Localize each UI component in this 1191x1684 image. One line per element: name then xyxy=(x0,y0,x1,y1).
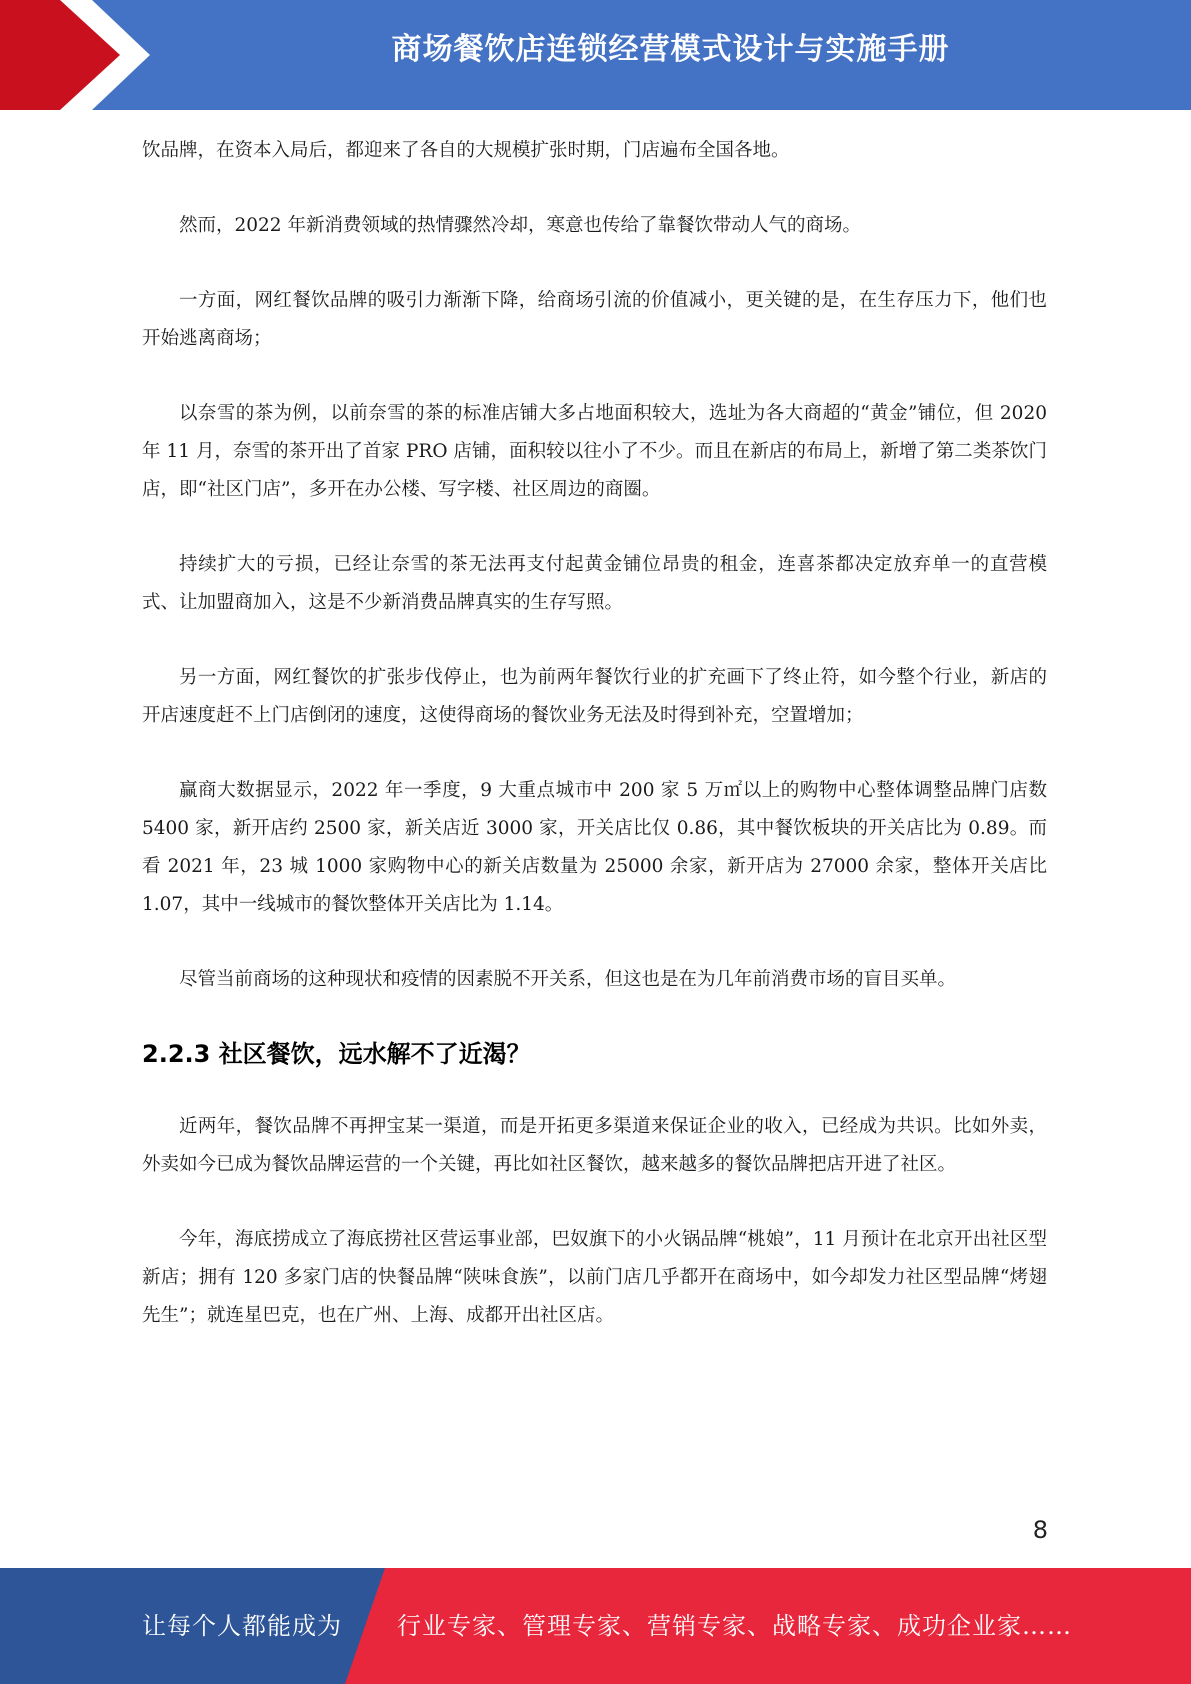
chevron-arrow-icon xyxy=(0,0,150,110)
page-number: 8 xyxy=(1032,1516,1048,1544)
page-footer xyxy=(0,1568,1191,1684)
footer-slogan-left: 让每个人都能成为 xyxy=(142,1612,342,1640)
paragraph: 赢商大数据显示，2022 年一季度，9 大重点城市中 200 家 5 万㎡以上的购物中心整体调整品牌门店数 5400 家，新开店约 2500 家，新关店近 3000 家，开关店比仅 0.86，其中餐饮板块的开关店比为 0.89。而看 2021 年，23 城 1000 家购物中心的新关店数量为 25000 余家，新开店为 27000 余家，整体开关店比 1.07，其中一线城市的餐饮整体开关店比为 1.14。 xyxy=(142,780,1047,915)
paragraph: 另一方面，网红餐饮的扩张步伐停止，也为前两年餐饮行业的扩充画下了终止符，如今整个行业，新店的开店速度赶不上门店倒闭的速度，这使得商场的餐饮业务无法及时得到补充，空置增加； xyxy=(142,667,1047,726)
paragraph: 近两年，餐饮品牌不再押宝某一渠道，而是开拓更多渠道来保证企业的收入，已经成为共识。比如外卖，外卖如今已成为餐饮品牌运营的一个关键，再比如社区餐饮，越来越多的餐饮品牌把店开进了社区。 xyxy=(142,1116,1047,1175)
paragraph: 饮品牌，在资本入局后，都迎来了各自的大规模扩张时期，门店遍布全国各地。 xyxy=(142,140,790,161)
section-heading: 2.2.3 社区餐饮，远水解不了近渴？ xyxy=(142,1040,531,1068)
paragraph: 然而，2022 年新消费领域的热情骤然冷却，寒意也传给了靠餐饮带动人气的商场。 xyxy=(179,215,861,236)
footer-slogan-right: 行业专家、管理专家、营销专家、战略专家、成功企业家…… xyxy=(397,1612,1072,1640)
page-content xyxy=(142,132,1047,1372)
paragraph: 尽管当前商场的这种现状和疫情的因素脱不开关系，但这也是在为几年前消费市场的盲目买单。 xyxy=(179,969,957,990)
paragraph: 持续扩大的亏损，已经让奈雪的茶无法再支付起黄金铺位昂贵的租金，连喜茶都决定放弃单一的直营模式、让加盟商加入，这是不少新消费品牌真实的生存写照。 xyxy=(142,554,1047,613)
paragraph: 今年，海底捞成立了海底捞社区营运事业部，巴奴旗下的小火锅品牌“桃娘”，11 月预计在北京开出社区型新店；拥有 120 多家门店的快餐品牌“陕味食族”，以前门店几乎都开在商场中，如今却发力社区型品牌“烤翅先生”；就连星巴克，也在广州、上海、成都开出社区店。 xyxy=(142,1229,1047,1326)
page-header xyxy=(0,0,1191,110)
paragraph: 以奈雪的茶为例，以前奈雪的茶的标准店铺大多占地面积较大，选址为各大商超的“黄金”铺位，但 2020 年 11 月，奈雪的茶开出了首家 PRO 店铺，面积较以往小了不少。而且在新店的布局上，新增了第二类茶饮门店，即“社区门店”，多开在办公楼、写字楼、社区周边的商圈。 xyxy=(142,403,1047,500)
paragraph: 一方面，网红餐饮品牌的吸引力渐渐下降，给商场引流的价值减小，更关键的是，在生存压力下，他们也开始逃离商场； xyxy=(142,290,1047,349)
document-title: 商场餐饮店连锁经营模式设计与实施手册 xyxy=(391,32,950,67)
